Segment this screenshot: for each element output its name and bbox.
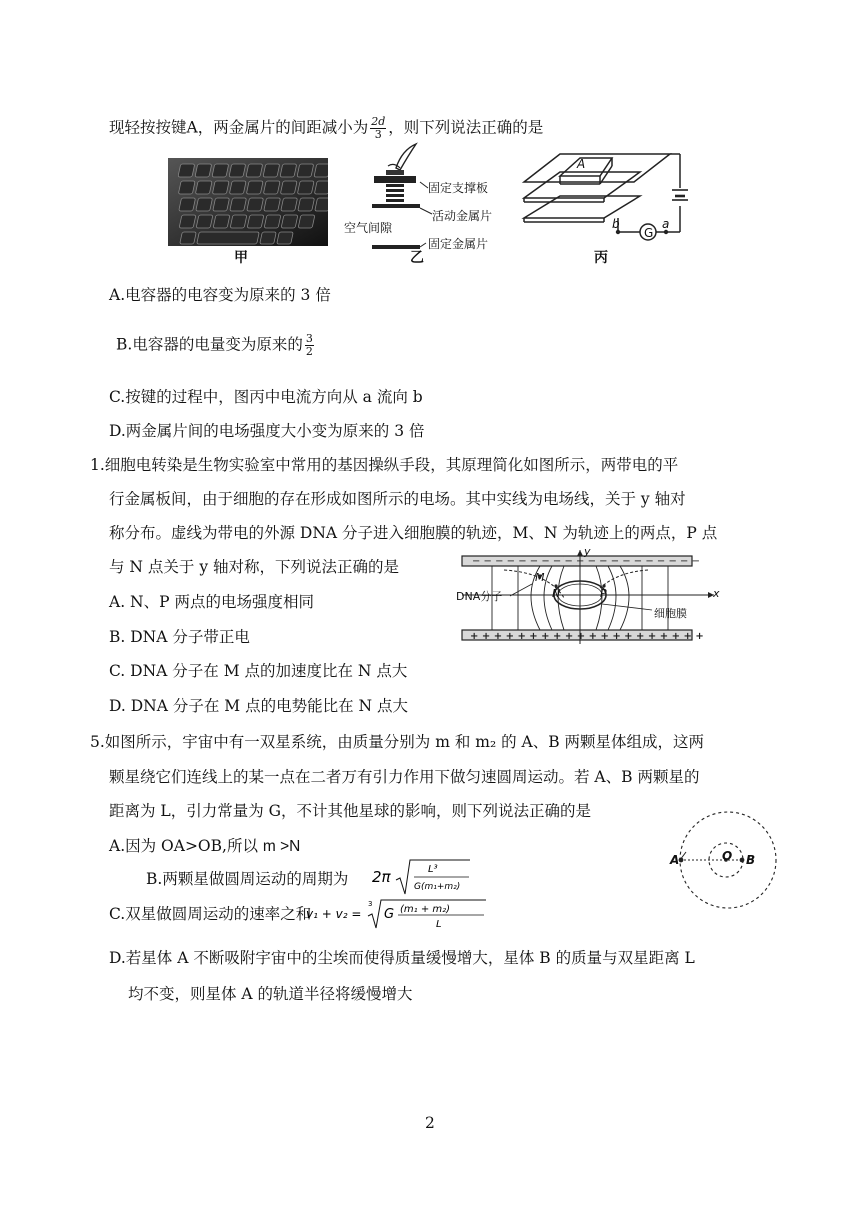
svg-text:v₁ + v₂ =: v₁ + v₂ = bbox=[306, 907, 362, 921]
q4-option-a: A. N、P 两点的电场强度相同 bbox=[109, 593, 314, 611]
svg-text:2π: 2π bbox=[372, 868, 391, 886]
period-formula bbox=[372, 858, 472, 898]
q4-stem-line-3: 称分布。虚线为带电的外源 DNA 分子进入细胞膜的轨迹，M、N 为轨迹上的两点，P 点 bbox=[109, 524, 718, 542]
circuit-label-A: A bbox=[577, 157, 586, 171]
q4-option-d: D. DNA 分子在 M 点的电势能比在 N 点大 bbox=[109, 697, 408, 715]
q3-option-c: C.按键的过程中，图丙中电流方向从 a 流向 b bbox=[109, 388, 423, 406]
q5-option-b: B.两颗星做圆周运动的周期为 bbox=[146, 870, 349, 888]
star-label-A: A bbox=[670, 853, 680, 867]
q5-option-a-tail: m >N bbox=[262, 838, 301, 855]
circuit-label-b: b bbox=[612, 217, 620, 231]
circuit-label-a: a bbox=[662, 217, 670, 231]
q4-option-b: B. DNA 分子带正电 bbox=[109, 628, 250, 646]
figure-label-yi: 乙 bbox=[410, 250, 424, 266]
point-label-N: N bbox=[552, 587, 561, 600]
axis-label-x: x bbox=[713, 587, 720, 600]
label-cell-membrane: 细胞膜 bbox=[654, 607, 687, 620]
point-label-P: P bbox=[600, 587, 607, 600]
q3-option-a: A.电容器的电容变为原来的 3 倍 bbox=[109, 286, 331, 304]
label-fixed-plate: 固定金属片 bbox=[428, 237, 489, 251]
svg-text:3: 3 bbox=[368, 900, 373, 908]
svg-text:G(m₁+m₂): G(m₁+m₂) bbox=[414, 882, 461, 892]
q5-option-d-line-2: 均不变，则星体 A 的轨道半径将缓慢增大 bbox=[128, 985, 413, 1003]
q5-option-d-line-1: D.若星体 A 不断吸附宇宙中的尘埃而使得质量缓慢增大，星体 B 的质量与双星距离 L bbox=[109, 949, 695, 967]
speed-sum-formula bbox=[306, 898, 496, 932]
q4-stem-line-2: 行金属板间，由于细胞的存在形成如图所示的电场。其中实线为电场线，关于 y 轴对 bbox=[109, 490, 686, 508]
svg-text:G: G bbox=[384, 907, 395, 922]
axis-label-y: y bbox=[584, 545, 591, 558]
label-support-plate: 固定支撑板 bbox=[428, 181, 489, 195]
keyboard-figure bbox=[168, 158, 328, 246]
q4-stem-line-1: 1.细胞电转染是生物实验室中常用的基因操纵手段，其原理简化如图所示，两带电的平 bbox=[90, 456, 679, 474]
q4-stem-line-4: 与 N 点关于 y 轴对称，下列说法正确的是 bbox=[109, 558, 400, 576]
star-label-B: B bbox=[746, 853, 756, 867]
center-label-O: O bbox=[722, 849, 733, 863]
q5-stem-line-2: 颗星绕它们连线上的某一点在二者万有引力作用下做匀速圆周运动。若 A、B 两颗星的 bbox=[109, 768, 700, 786]
q4-option-c: C. DNA 分子在 M 点的加速度比在 N 点大 bbox=[109, 662, 408, 680]
figure-label-bing: 丙 bbox=[594, 250, 608, 266]
q3-stem: 现轻按按键A，两金属片的间距减小为 $\frac{2d}{3}$ ，则下列说法正确的是 bbox=[109, 115, 544, 141]
figure-label-jia: 甲 bbox=[234, 250, 248, 266]
svg-text:+ + + + + + + + + + + + + + +: + + + + + + + + + + + + + + + + + + + + bbox=[470, 631, 704, 642]
q5-option-c: C.双星做圆周运动的速率之和 bbox=[109, 905, 312, 923]
q3-option-b: B.电容器的电量变为原来的 $\frac{3}{2}$ bbox=[116, 332, 313, 358]
label-dna-molecule: DNA分子 bbox=[456, 590, 503, 603]
svg-text:− − − − − − − − − − − − − − −: − − − − − − − − − − − − − − − − − − − − bbox=[472, 556, 700, 567]
circuit-figure bbox=[520, 146, 690, 250]
q5-stem-line-1: 5.如图所示，宇宙中有一双星系统，由质量分别为 m 和 m₂ 的 A、B 两颗星体组成，这两 bbox=[90, 733, 705, 751]
q5-stem-line-3: 距离为 L，引力常量为 G，不计其他星球的影响，则下列说法正确的是 bbox=[109, 802, 592, 820]
svg-text:L: L bbox=[436, 919, 442, 930]
q5-option-a: A.因为 OA>OB,所以 m >N bbox=[109, 837, 301, 855]
q3-option-d: D.两金属片间的电场强度大小变为原来的 3 倍 bbox=[109, 422, 425, 440]
page-number: 2 bbox=[425, 1114, 435, 1132]
label-movable-plate: 活动金属片 bbox=[432, 209, 493, 223]
galvanometer-label-G: G bbox=[644, 226, 654, 240]
svg-text:(m₁ + m₂): (m₁ + m₂) bbox=[400, 904, 451, 915]
q3-stem-fraction: $\frac{2d}{3}$ bbox=[371, 115, 386, 141]
q3-option-b-fraction: $\frac{3}{2}$ bbox=[305, 332, 313, 358]
label-air-gap: 空气间隙 bbox=[344, 221, 393, 235]
svg-text:L³: L³ bbox=[428, 864, 438, 875]
point-label-M: M bbox=[535, 571, 545, 584]
